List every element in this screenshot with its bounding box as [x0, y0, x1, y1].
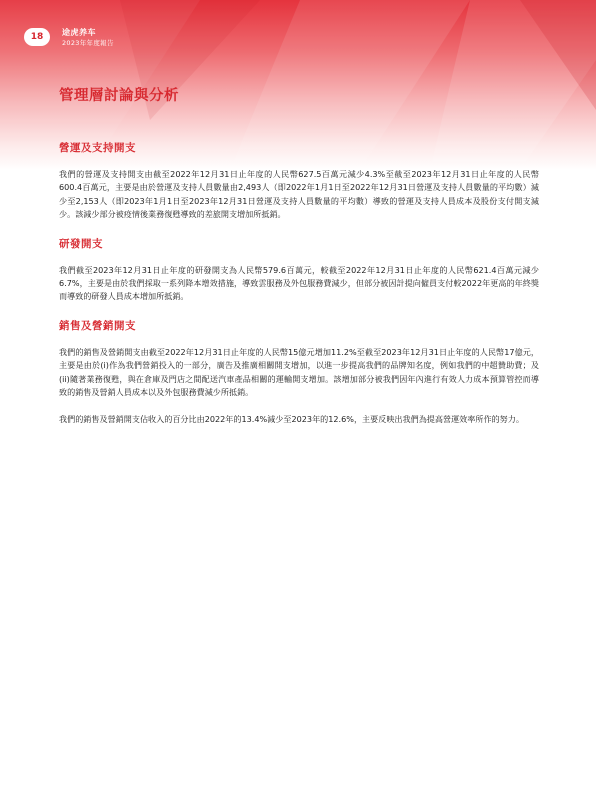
main-content: [59, 140, 539, 441]
paragraph: 我們截至2023年12月31日止年度的研發開支為人民幣579.6百萬元，較截至2022年12月31日止年度的人民幣621.4百萬元減少6.7%，主要是由於我們採取一系列降本增效措施，導致雲服務及外包服務費減少，但部分被因計提向僱員支付較2022年更高的年終獎而導致的研發人員成本增加所抵銷。: [59, 264, 539, 302]
section-heading: 銷售及營銷開支: [59, 319, 136, 332]
page-title: 管理層討論與分析: [59, 88, 179, 104]
section-sales-marketing: [59, 318, 539, 427]
paragraph: 我們的銷售及營銷開支佔收入的百分比由2022年的13.4%減少至2023年的12.6%，主要反映出我們為提高營運效率所作的努力。: [59, 414, 524, 425]
section-heading: 研發開支: [59, 237, 103, 250]
section-rnd: [59, 236, 539, 304]
section-heading: 營運及支持開支: [59, 142, 136, 154]
page-number-badge: 18: [24, 28, 50, 46]
paragraph: 我們的銷售及營銷開支由截至2022年12月31日止年度的人民幣15億元增加11.2%至截至2023年12月31日止年度的人民幣17億元，主要是由於(i)作為我們營銷投入的一部分，廣告及推廣相關開支增加，以進一步提高我們的品牌知名度，例如我們的中超贊助費；及(ii)隨著業務復甦，與在倉庫及門店之間配送汽車產品相關的運輸開支增加。該增加部分被我們因年內進行有效人力成本預算管控而導致的銷售及營銷人員成本以及外包服務費減少所抵銷。: [59, 346, 539, 398]
brand-name: 途虎养车: [62, 28, 96, 37]
paragraph: 我們的營運及支持開支由截至2022年12月31日止年度的人民幣627.5百萬元減少4.3%至截至2023年12月31日止年度的人民幣600.4百萬元，主要是由於營運及支持人員數量由2,493人（即2022年1月1日至2022年12月31日營運及支持人員數量的平均數）減少至2,153人（即2023年1月1日至2023年12月31日營運及支持人員數量的平均數）導致的營運及支持人員成本及股份支付開支減少。該減少部分被疫情後業務復甦導致的差旅開支增加所抵銷。: [59, 169, 539, 220]
section-operations: [59, 140, 539, 222]
report-name: 2023年年度報告: [62, 39, 114, 47]
